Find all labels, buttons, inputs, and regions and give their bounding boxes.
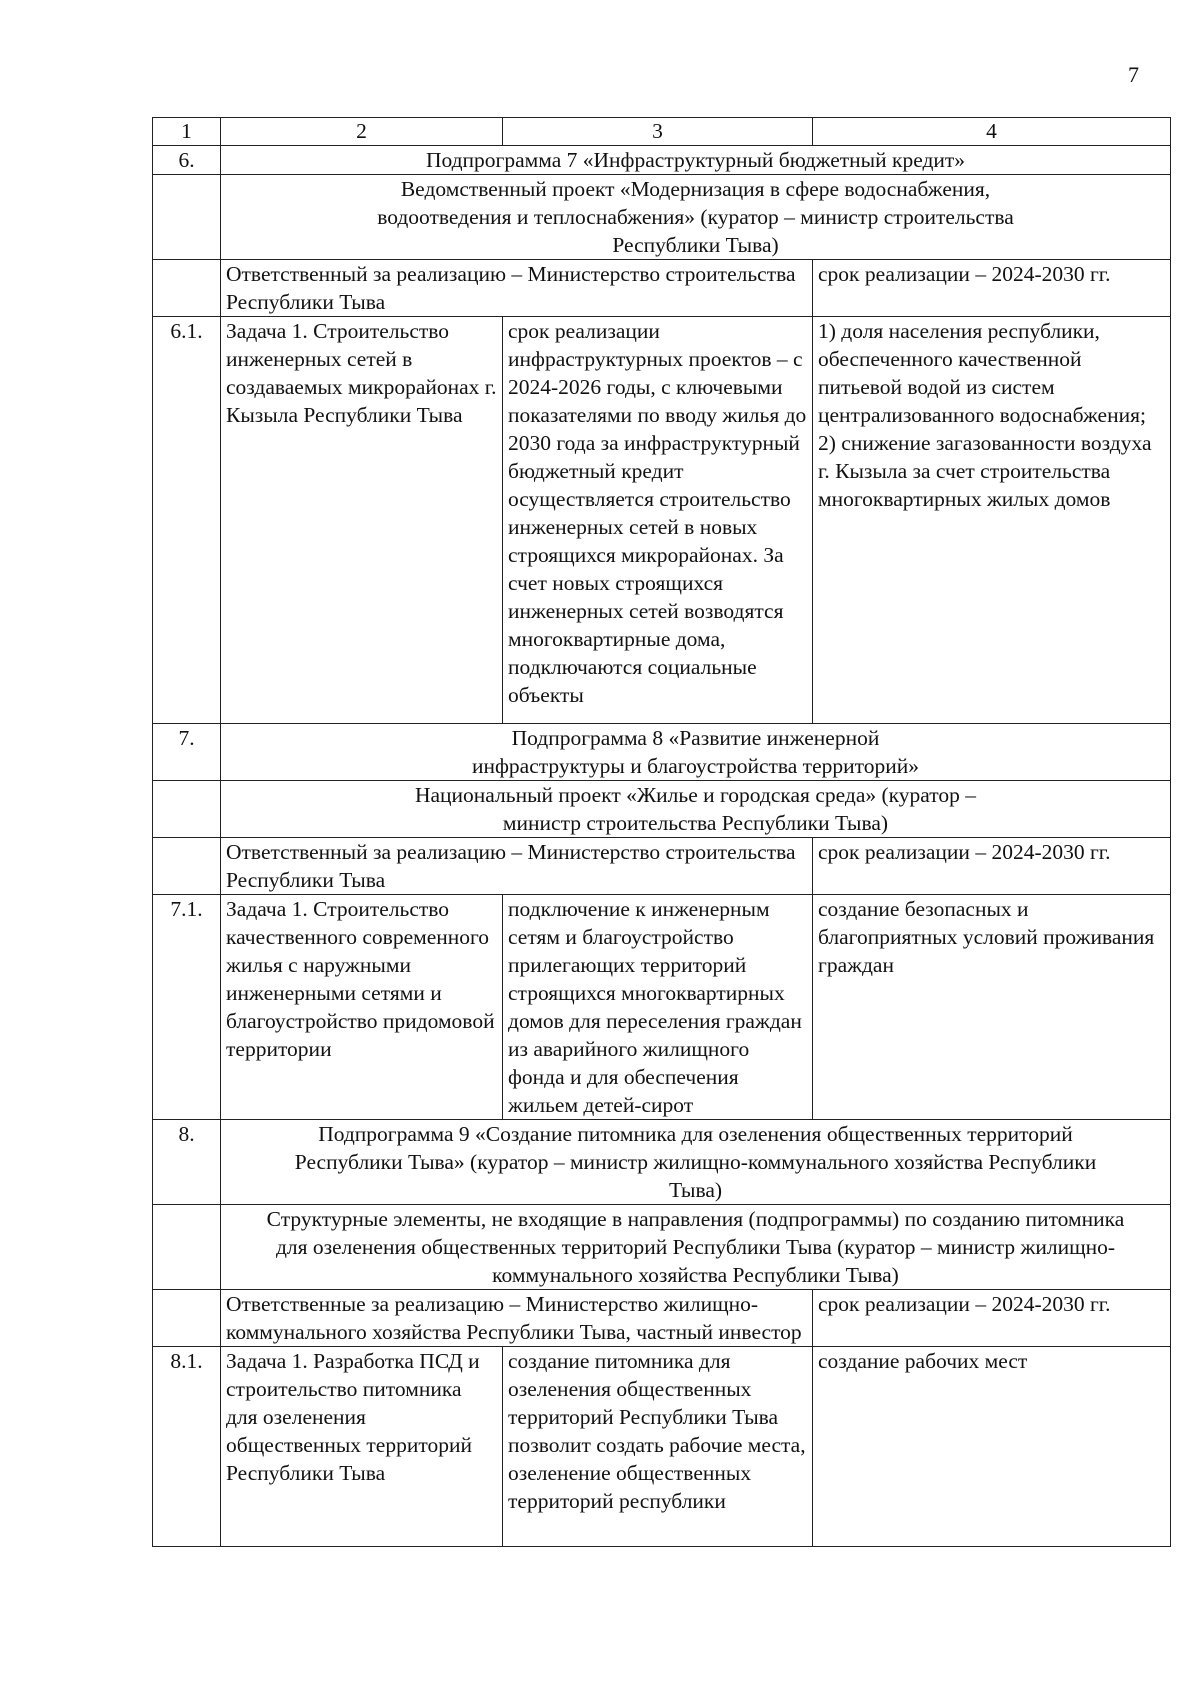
project-title: Национальный проект «Жилье и городская среда» (куратор – министр строительства Республики Тыва) — [221, 781, 1171, 838]
task-row — [153, 1347, 1171, 1547]
task-name: Задача 1. Строительство инженерных сетей в создаваемых микрорайонах г. Кызыла Республики Тыва — [221, 317, 503, 724]
responsible-row — [153, 838, 1171, 895]
project-row — [153, 175, 1171, 260]
section-title: Подпрограмма 9 «Создание питомника для озеленения общественных территорий Республики Тыва» (куратор – министр жилищно-коммунального хозяйства Республики Тыва) — [221, 1120, 1171, 1205]
term-text: срок реализации – 2024-2030 гг. — [813, 260, 1171, 317]
responsible-text: Ответственный за реализацию – Министерство строительства Республики Тыва — [221, 260, 813, 317]
task-description: создание питомника для озеленения общественных территорий Республики Тыва позволит создать рабочие места, озеленение общественных территорий республики — [503, 1347, 813, 1547]
program-table — [152, 117, 1171, 1547]
term-text: срок реализации – 2024-2030 гг. — [813, 1290, 1171, 1347]
project-title: Ведомственный проект «Модернизация в сфере водоснабжения, водоотведения и теплоснабжения» (куратор – министр строительства Республики Тыва) — [221, 175, 1171, 260]
task-indicators: 1) доля населения республики, обеспеченного качественной питьевой водой из систем централизованного водоснабжения; 2) снижение загазованности воздуха г. Кызыла за счет строительства многоквартирных жилых домов — [813, 317, 1171, 724]
task-indicators: создание безопасных и благоприятных условий проживания граждан — [813, 895, 1171, 1120]
section-number: 7. — [153, 724, 221, 781]
header-cell-3: 3 — [503, 118, 813, 146]
task-indicators: создание рабочих мест — [813, 1347, 1171, 1547]
header-row — [153, 118, 1171, 146]
section-title-row — [153, 724, 1171, 781]
task-description: срок реализации инфраструктурных проектов – с 2024-2026 годы, с ключевыми показателями по вводу жилья до 2030 года за инфраструктурный бюджетный кредит осуществляется строительство инженерных сетей в новых строящихся микрорайонах. За счет новых строящихся инженерных сетей возводятся многоквартирные дома, подключаются социальные объекты — [503, 317, 813, 724]
responsible-text: Ответственные за реализацию – Министерство жилищно-коммунального хозяйства Республики Тыва, частный инвестор — [221, 1290, 813, 1347]
task-number: 7.1. — [153, 895, 221, 1120]
page-number: 7 — [1128, 62, 1139, 87]
project-row — [153, 1205, 1171, 1290]
section-title-row — [153, 146, 1171, 175]
header-cell-4: 4 — [813, 118, 1171, 146]
responsible-row — [153, 260, 1171, 317]
section-title: Подпрограмма 8 «Развитие инженерной инфраструктуры и благоустройства территорий» — [221, 724, 1171, 781]
term-text: срок реализации – 2024-2030 гг. — [813, 838, 1171, 895]
task-number: 8.1. — [153, 1347, 221, 1547]
task-name: Задача 1. Строительство качественного современного жилья с наружными инженерными сетями и благоустройство придомовой территории — [221, 895, 503, 1120]
task-number: 6.1. — [153, 317, 221, 724]
section-number: 6. — [153, 146, 221, 175]
responsible-text: Ответственный за реализацию – Министерство строительства Республики Тыва — [221, 838, 813, 895]
header-cell-2: 2 — [221, 118, 503, 146]
responsible-row — [153, 1290, 1171, 1347]
task-row — [153, 317, 1171, 724]
task-row — [153, 895, 1171, 1120]
project-title: Структурные элементы, не входящие в направления (подпрограммы) по созданию питомника для озеленения общественных территорий Республики Тыва (куратор – министр жилищно-коммунального хозяйства Республики Тыва) — [221, 1205, 1171, 1290]
header-cell-1: 1 — [153, 118, 221, 146]
section-title-row — [153, 1120, 1171, 1205]
section-number: 8. — [153, 1120, 221, 1205]
project-row — [153, 781, 1171, 838]
task-name: Задача 1. Разработка ПСД и строительство питомника для озеленения общественных территорий Республики Тыва — [221, 1347, 503, 1547]
task-description: подключение к инженерным сетям и благоустройство прилегающих территорий строящихся многоквартирных домов для переселения граждан из аварийного жилищного фонда и для обеспечения жильем детей-сирот — [503, 895, 813, 1120]
section-title: Подпрограмма 7 «Инфраструктурный бюджетный кредит» — [221, 146, 1171, 175]
